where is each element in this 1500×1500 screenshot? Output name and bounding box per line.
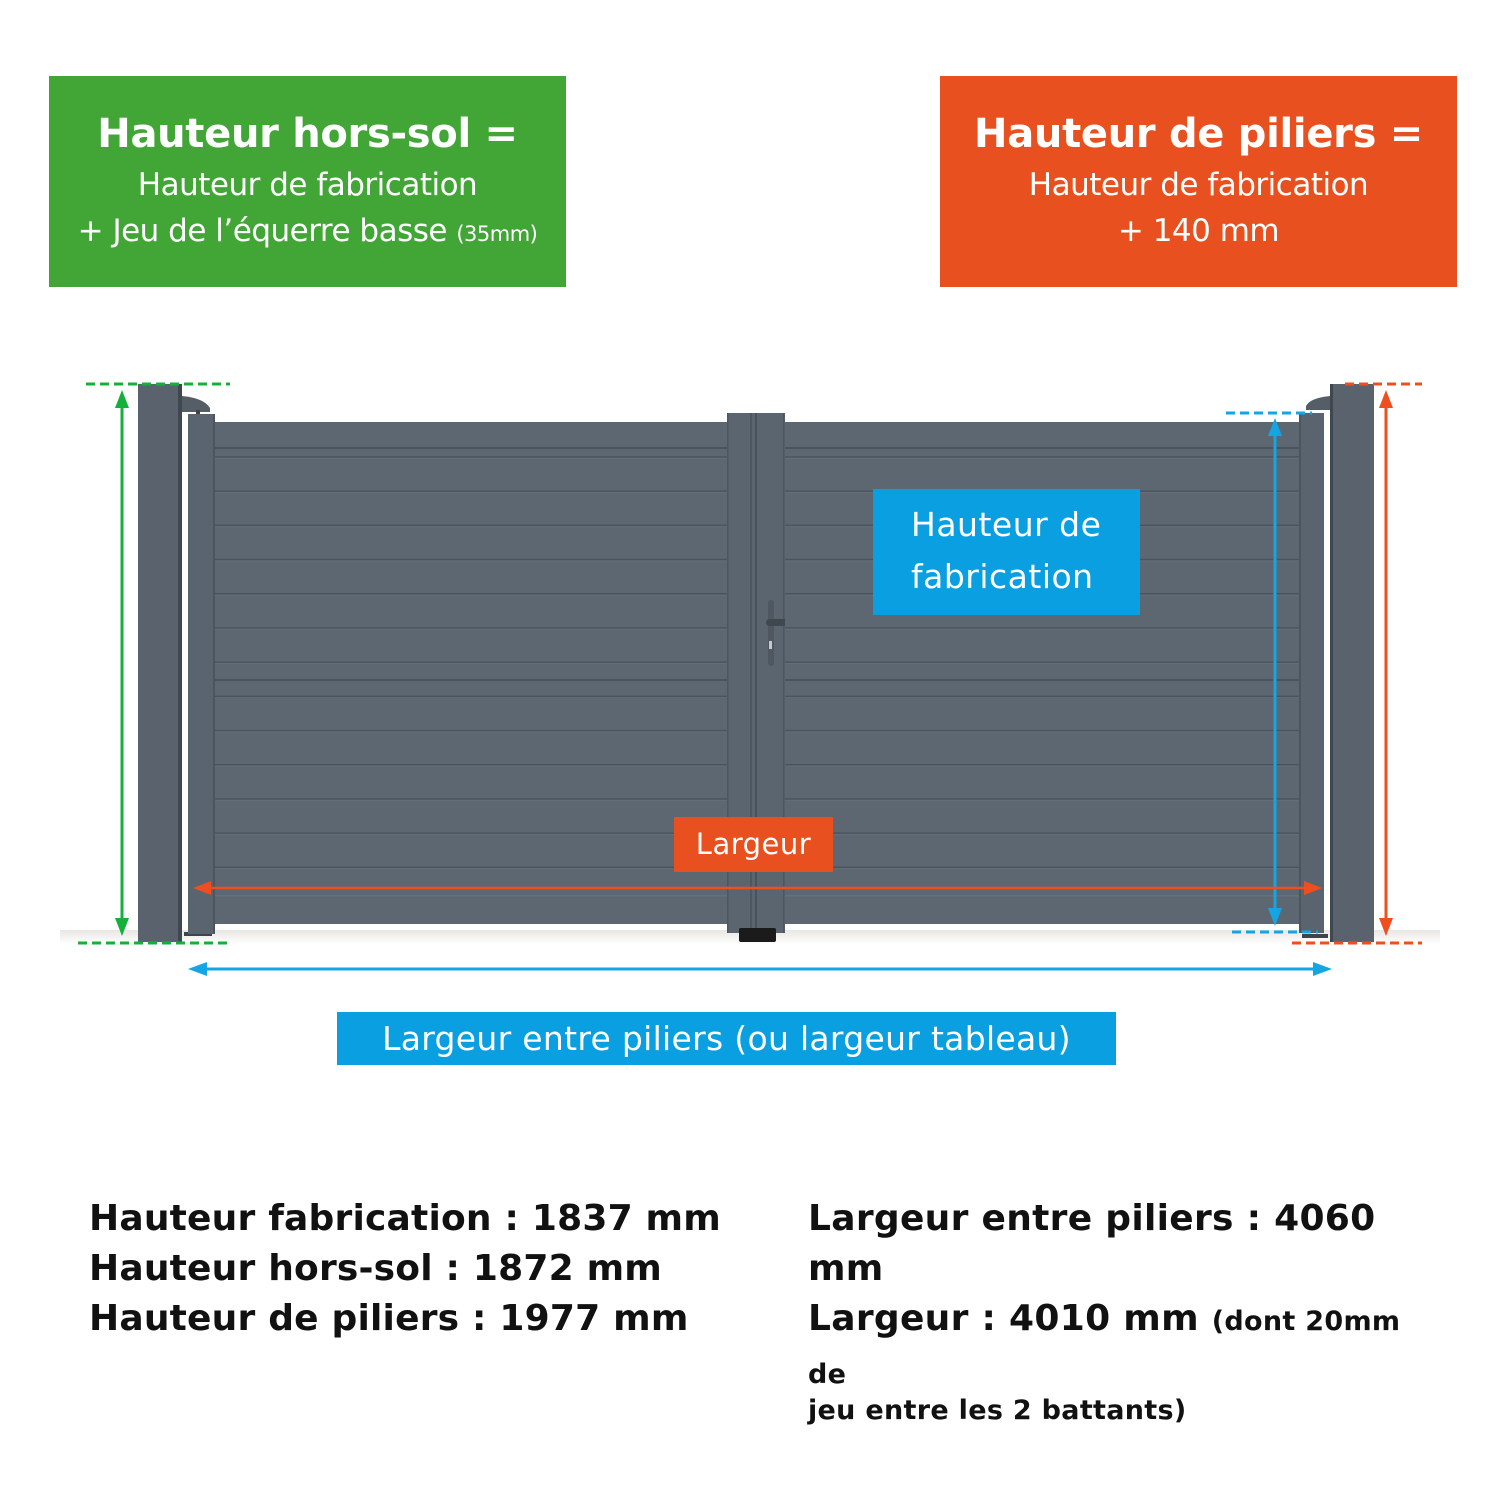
spec-hauteur-hors-sol — [89, 1244, 721, 1294]
hors-sol-formula-title: Hauteur hors-sol = — [97, 111, 518, 157]
spec-value: 1872 mm — [472, 1248, 662, 1289]
largeur-entre-piliers-label: Largeur entre piliers (ou largeur tableau) — [337, 1012, 1116, 1065]
right-pillar — [1330, 384, 1374, 942]
hors-sol-formula-line1: Hauteur de fabrication — [137, 167, 478, 203]
piliers-formula-line1: Hauteur de fabrication — [1028, 167, 1369, 203]
spec-note: (dont 20mm de — [808, 1306, 1401, 1390]
height-specs — [89, 1194, 721, 1344]
spec-hauteur-piliers — [89, 1294, 721, 1344]
hors-sol-formula-jeu-value: (35mm) — [456, 222, 538, 246]
spec-note-continued: jeu entre les 2 battants) — [808, 1395, 1187, 1426]
spec-label: Hauteur de piliers : — [89, 1298, 487, 1339]
left-gate-leaf — [188, 414, 729, 934]
left-pillar — [138, 384, 182, 942]
hauteur-fabrication-label — [873, 489, 1140, 615]
spec-label: Hauteur hors-sol : — [89, 1248, 461, 1289]
piliers-formula-line2: + 140 mm — [1117, 213, 1280, 249]
hauteur-fabrication-label-line1: Hauteur de — [911, 505, 1102, 544]
spec-label: Hauteur fabrication : — [89, 1198, 520, 1239]
right-hinge-cap-icon — [1306, 396, 1330, 410]
spec-value: 4060 mm — [808, 1198, 1376, 1289]
spec-largeur — [808, 1294, 1448, 1400]
largeur-entre-piliers-dimension — [188, 962, 1332, 976]
spec-value: 4010 mm — [1009, 1298, 1199, 1339]
floor-stop — [739, 928, 776, 942]
hors-sol-formula-line2-text: + Jeu de l’équerre basse — [77, 213, 447, 249]
right-bottom-hinge — [1302, 934, 1328, 938]
largeur-label: Largeur — [674, 817, 833, 872]
spec-largeur-entre-piliers — [808, 1194, 1448, 1294]
spec-label: Largeur entre piliers : — [808, 1198, 1262, 1239]
width-specs — [808, 1194, 1448, 1428]
spec-hauteur-fabrication — [89, 1194, 721, 1244]
spec-label: Largeur : — [808, 1298, 997, 1339]
hauteur-fabrication-label-line2: fabrication — [911, 557, 1094, 596]
piliers-formula-title: Hauteur de piliers = — [974, 111, 1423, 157]
spec-value: 1837 mm — [531, 1198, 721, 1239]
spec-value: 1977 mm — [499, 1298, 689, 1339]
left-hinge-cap-icon — [182, 396, 210, 412]
